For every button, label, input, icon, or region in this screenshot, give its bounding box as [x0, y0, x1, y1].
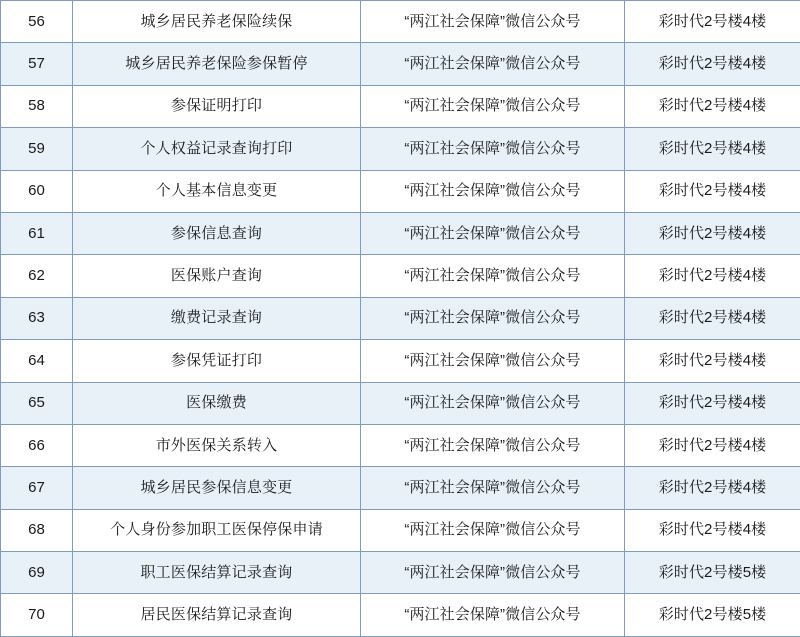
service-name-cell: 城乡居民养老保险续保 — [73, 1, 361, 43]
row-number-cell: 61 — [1, 212, 73, 254]
row-number-cell: 63 — [1, 297, 73, 339]
table-row — [1, 340, 800, 382]
service-name-cell: 医保缴费 — [73, 382, 361, 424]
service-location-cell: 彩时代2号楼5楼 — [625, 552, 800, 594]
service-name-cell: 参保信息查询 — [73, 212, 361, 254]
table-row — [1, 297, 800, 339]
service-name-cell: 城乡居民参保信息变更 — [73, 467, 361, 509]
table-row — [1, 1, 800, 43]
row-number-cell: 65 — [1, 382, 73, 424]
service-name-cell: 参保证明打印 — [73, 85, 361, 127]
service-name-cell: 医保账户查询 — [73, 255, 361, 297]
service-channel-cell: “两江社会保障”微信公众号 — [361, 85, 625, 127]
row-number-cell: 68 — [1, 509, 73, 551]
table-row — [1, 170, 800, 212]
row-number-cell: 57 — [1, 43, 73, 85]
service-location-cell: 彩时代2号楼4楼 — [625, 85, 800, 127]
service-name-cell: 个人权益记录查询打印 — [73, 128, 361, 170]
table-row — [1, 467, 800, 509]
table-row — [1, 552, 800, 594]
service-name-cell: 职工医保结算记录查询 — [73, 552, 361, 594]
table-row — [1, 255, 800, 297]
service-channel-cell: “两江社会保障”微信公众号 — [361, 552, 625, 594]
row-number-cell: 62 — [1, 255, 73, 297]
service-channel-cell: “两江社会保障”微信公众号 — [361, 128, 625, 170]
service-location-cell: 彩时代2号楼4楼 — [625, 1, 800, 43]
service-name-cell: 居民医保结算记录查询 — [73, 594, 361, 636]
row-number-cell: 59 — [1, 128, 73, 170]
table-row — [1, 43, 800, 85]
service-channel-cell: “两江社会保障”微信公众号 — [361, 382, 625, 424]
row-number-cell: 69 — [1, 552, 73, 594]
row-number-cell: 58 — [1, 85, 73, 127]
table-row — [1, 509, 800, 551]
service-location-cell: 彩时代2号楼4楼 — [625, 382, 800, 424]
row-number-cell: 70 — [1, 594, 73, 636]
table-row — [1, 212, 800, 254]
service-location-cell: 彩时代2号楼5楼 — [625, 594, 800, 636]
service-name-cell: 城乡居民养老保险参保暂停 — [73, 43, 361, 85]
table-row — [1, 128, 800, 170]
service-channel-cell: “两江社会保障”微信公众号 — [361, 212, 625, 254]
service-location-cell: 彩时代2号楼4楼 — [625, 170, 800, 212]
service-location-cell: 彩时代2号楼4楼 — [625, 297, 800, 339]
service-name-cell: 缴费记录查询 — [73, 297, 361, 339]
table-row — [1, 382, 800, 424]
table-row — [1, 424, 800, 466]
service-location-cell: 彩时代2号楼4楼 — [625, 467, 800, 509]
service-location-cell: 彩时代2号楼4楼 — [625, 509, 800, 551]
row-number-cell: 67 — [1, 467, 73, 509]
row-number-cell: 60 — [1, 170, 73, 212]
service-name-cell: 参保凭证打印 — [73, 340, 361, 382]
service-channel-cell: “两江社会保障”微信公众号 — [361, 594, 625, 636]
service-channel-cell: “两江社会保障”微信公众号 — [361, 467, 625, 509]
service-channel-cell: “两江社会保障”微信公众号 — [361, 424, 625, 466]
service-location-cell: 彩时代2号楼4楼 — [625, 128, 800, 170]
service-location-cell: 彩时代2号楼4楼 — [625, 43, 800, 85]
table-row — [1, 85, 800, 127]
service-channel-cell: “两江社会保障”微信公众号 — [361, 43, 625, 85]
service-location-cell: 彩时代2号楼4楼 — [625, 212, 800, 254]
service-channel-cell: “两江社会保障”微信公众号 — [361, 255, 625, 297]
service-location-cell: 彩时代2号楼4楼 — [625, 424, 800, 466]
table-row — [1, 594, 800, 636]
service-location-cell: 彩时代2号楼4楼 — [625, 255, 800, 297]
table-body — [1, 1, 800, 637]
row-number-cell: 56 — [1, 1, 73, 43]
service-name-cell: 个人身份参加职工医保停保申请 — [73, 509, 361, 551]
row-number-cell: 64 — [1, 340, 73, 382]
service-name-cell: 个人基本信息变更 — [73, 170, 361, 212]
service-channel-cell: “两江社会保障”微信公众号 — [361, 297, 625, 339]
service-channel-cell: “两江社会保障”微信公众号 — [361, 1, 625, 43]
service-channel-cell: “两江社会保障”微信公众号 — [361, 340, 625, 382]
service-name-cell: 市外医保关系转入 — [73, 424, 361, 466]
service-channel-cell: “两江社会保障”微信公众号 — [361, 509, 625, 551]
service-location-cell: 彩时代2号楼4楼 — [625, 340, 800, 382]
service-channel-cell: “两江社会保障”微信公众号 — [361, 170, 625, 212]
row-number-cell: 66 — [1, 424, 73, 466]
